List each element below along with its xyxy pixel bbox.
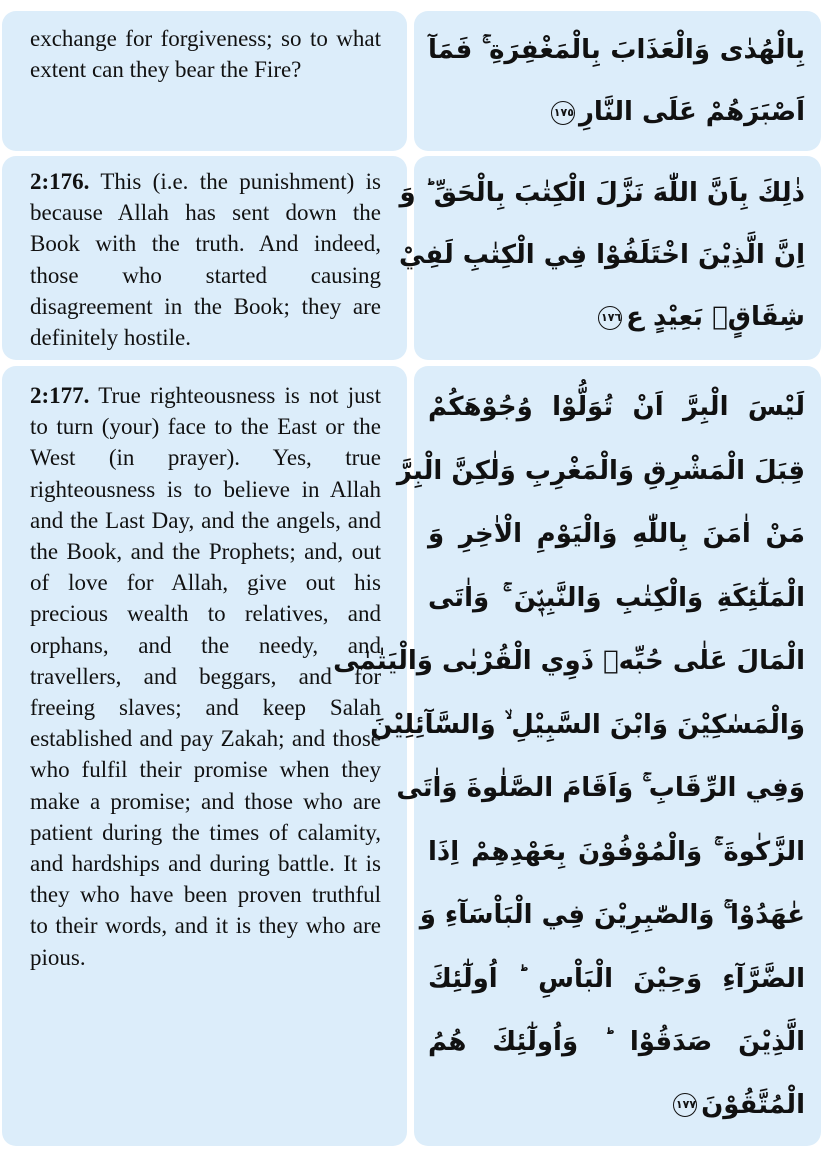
translation-text <box>30 166 381 353</box>
verse-row-176 <box>0 156 823 360</box>
ayah-number-badge: ١٧٧ <box>673 1093 697 1117</box>
arabic-line <box>428 1075 805 1135</box>
arabic-line: قِبَلَ الْمَشْرِقِ وَالْمَغْرِبِ وَلٰكِنَّ الْبِرَّ <box>396 455 805 486</box>
arabic-line-text: الْمُتَّقُوْنَ <box>701 1089 805 1120</box>
translation-body: This (i.e. the punishment) is because Allah has sent down the Book with the truth. And indeed, those who started causing disagreement in the Book; they are definitely hostile. <box>30 169 381 351</box>
translation-body: exchange for forgiveness; so to what extent can they bear the Fire? <box>30 26 381 83</box>
arabic-line: الَّذِيْنَ صَدَقُوْا ؕ وَاُولٰٓئِكَ هُمُ <box>428 1027 805 1057</box>
arabic-line-text: اَصْبَرَهُمْ عَلَى النَّارِ <box>578 97 805 127</box>
arabic-line: اِنَّ الَّذِيْنَ اخْتَلَفُوْا فِي الْكِتٰبِ لَفِيْ <box>398 240 805 270</box>
arabic-box <box>398 156 821 360</box>
verse-reference: 2:177. <box>30 383 90 408</box>
translation-text <box>30 380 381 973</box>
arabic-line: عٰهَدُوْا ۚ وَالصّٰبِرِيْنَ فِي الْبَاْسَآءِ وَ <box>419 900 805 930</box>
arabic-box <box>414 11 821 151</box>
arabic-line: لَيْسَ الْبِرَّ اَنْ تُوَلُّوْا وُجُوْهَكُمْ <box>428 392 805 422</box>
verse-row-175 <box>0 11 823 151</box>
translation-text <box>30 23 381 85</box>
arabic-line: الْمَلٰٓئِكَةِ وَالْكِتٰبِ وَالنَّبِيّٖنَ ۚ وَاٰتَى <box>428 582 805 613</box>
translation-box <box>2 11 407 151</box>
arabic-line: ذٰلِكَ بِاَنَّ اللّٰهَ نَزَّلَ الْكِتٰبَ بِالْحَقِّ ؕ وَ <box>399 178 805 208</box>
ayah-number-badge: ١٧٥ <box>551 101 575 125</box>
arabic-line: مَنْ اٰمَنَ بِاللّٰهِ وَالْيَوْمِ الْاٰخِرِ وَ <box>428 519 805 549</box>
arabic-line: وَفِي الرِّقَابِ ۚ وَاَقَامَ الصَّلٰوةَ وَاٰتَى <box>396 773 805 803</box>
ayah-number-badge: ١٧٦ <box>598 306 622 330</box>
arabic-line <box>428 81 805 143</box>
arabic-line-text: شِقَاقٍۢ بَعِيْدٍ ع <box>626 302 805 332</box>
translation-box <box>2 366 407 1146</box>
verse-reference: 2:176. <box>30 169 90 194</box>
arabic-box <box>333 366 821 1146</box>
arabic-line: بِالْهُدٰى وَالْعَذَابَ بِالْمَغْفِرَةِ ۚ فَمَآ <box>428 35 805 65</box>
arabic-line <box>428 286 805 348</box>
arabic-line: وَالْمَسٰكِيْنَ وَابْنَ السَّبِيْلِ ۙ وَالسَّآئِلِيْنَ <box>370 709 805 740</box>
arabic-line: الْمَالَ عَلٰى حُبِّهٖ ذَوِي الْقُرْبٰى وَالْيَتٰمٰى <box>333 646 805 676</box>
translation-box <box>2 156 407 360</box>
verse-row-177 <box>0 366 823 1146</box>
arabic-line: الزَّكٰوةَ ۚ وَالْمُوْفُوْنَ بِعَهْدِهِمْ اِذَا <box>428 836 805 867</box>
arabic-line: الضَّرَّآءِ وَحِيْنَ الْبَاْسِ ؕ اُولٰٓئِكَ <box>428 963 805 994</box>
translation-body: True righteousness is not just to turn (your) face to the East or the West (in prayer). Yes, true righteousness is to believe in Allah and the Last Day, and the angels, and the Book, and the Prophets; and, out of love for Allah, give out his precious wealth to relatives, and orphans, and the needy, and travellers, and beggars, and for freeing slaves; and keep Salah established and pay Zakah; and those who fulfil their promise when they make a promise; and those who are patient during the times of calamity, and hardships and during battle. It is they who have been proven truthful to their words, and it is they who are pious. <box>30 383 381 970</box>
